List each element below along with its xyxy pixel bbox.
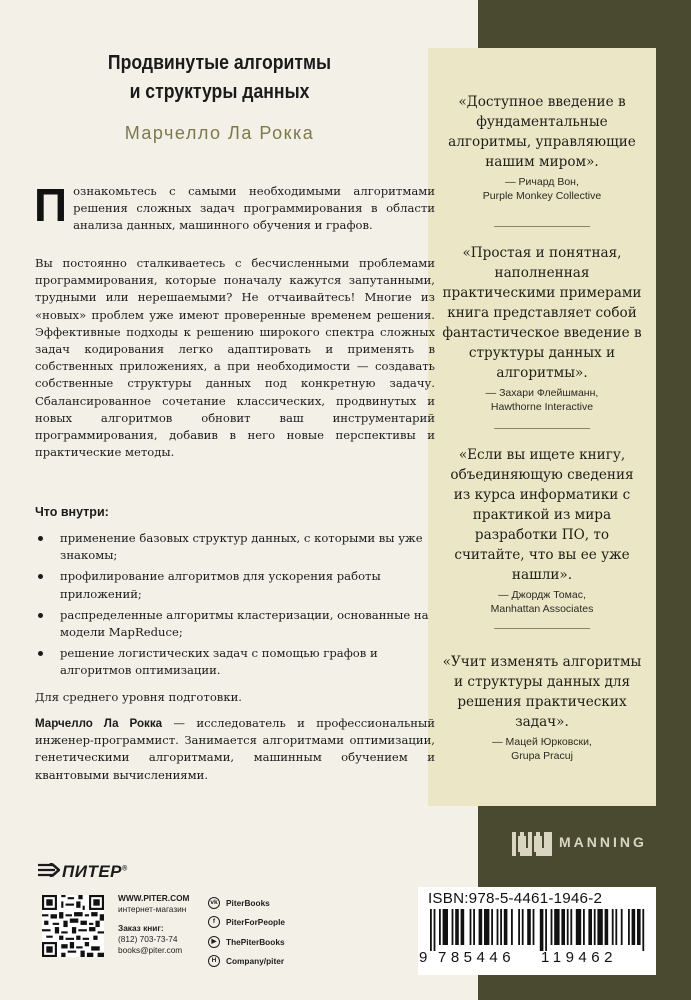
quote-author: — Мацей Юрковски, xyxy=(492,736,592,748)
barcode-bar xyxy=(554,909,559,945)
book-title xyxy=(50,48,390,106)
barcode-bar xyxy=(434,909,436,951)
bullet-icon xyxy=(38,536,43,541)
barcode-bar xyxy=(470,909,472,945)
barcode-bars xyxy=(430,909,646,951)
barcode-bar xyxy=(484,909,489,945)
h-icon: H xyxy=(208,955,220,967)
social-link[interactable] xyxy=(208,932,285,952)
author-bio-text: — исследователь и профессиональный инженер-программист. Занимается алгоритмами оптимизации, генетическими алгоритмами, машинным обучением и квантовыми вычислениями. xyxy=(35,716,435,782)
barcode-bar xyxy=(628,909,630,945)
quote-author: — Джордж Томас, xyxy=(498,589,586,601)
barcode-bar xyxy=(612,909,614,945)
quote-divider xyxy=(494,226,590,227)
social-link[interactable] xyxy=(208,952,285,972)
list-item-text: применение базовых структур данных, с которыми вы уже знакомы; xyxy=(60,531,423,563)
publisher-contacts xyxy=(118,893,189,956)
barcode-bar xyxy=(497,909,499,945)
vk-icon: vk xyxy=(208,897,220,909)
publisher-shop-label: интернет-магазин xyxy=(118,904,187,914)
social-link[interactable] xyxy=(208,893,285,913)
barcode-bar xyxy=(540,909,544,951)
skill-level: Для среднего уровня подготовки. xyxy=(35,690,242,704)
bullet-icon xyxy=(38,613,43,618)
quote-3 xyxy=(428,445,656,616)
list-item-text: распределенные алгоритмы кластеризации, основанные на модели MapReduce; xyxy=(60,607,429,640)
drop-cap: П xyxy=(34,179,68,231)
manning-logo xyxy=(512,828,647,856)
barcode-bar xyxy=(594,909,596,945)
barcode-bar xyxy=(522,909,524,945)
youtube-icon: ▶ xyxy=(208,936,220,948)
barcode-bar xyxy=(430,909,432,951)
piter-arrow-icon xyxy=(38,862,60,882)
social-label: ThePiterBooks xyxy=(226,936,285,947)
barcode-bar xyxy=(588,909,592,945)
quote-company: Grupa Pracuj xyxy=(511,750,573,762)
description-paragraph: Вы постоянно сталкиваетесь с бесчисленными проблемами программирования, которые поначалу кажутся запутанными, трудными или нерешаемыми? Не отчаивайтесь! Многие из «новых» проблем уже имеют проверенные временем решения. Эффективные подходы к решению широкого спектра сложных задач кодирования легко адаптировать и применять в собственных приложениях, а при необходимости — создавать собственные структуры данных под конкретную задачу. Сбалансированное сочетание классических, продвинутых и новых алгоритмов обновит ваш инструментарий программирования, добавив в него новые перспективы и практические методы. xyxy=(35,256,435,460)
author-name: Марчелло Ла Рокка xyxy=(124,123,315,143)
whats-inside-list xyxy=(35,530,435,684)
barcode-bar xyxy=(597,909,602,945)
isbn-barcode xyxy=(418,887,656,975)
barcode-bar xyxy=(632,909,636,945)
quote-text: «Если вы ищете книгу, объединяющую сведения из курса информатики с практикой из мира разработки ПО, то считайте, что вы ее уже нашли». xyxy=(450,447,634,583)
piter-logo: ПИТЕР® xyxy=(38,862,128,882)
barcode-bar xyxy=(511,909,513,945)
list-item-text: профилирование алгоритмов для ускорения работы приложений; xyxy=(60,569,381,601)
barcode-bar xyxy=(527,909,531,945)
list-item xyxy=(35,530,435,564)
isbn-number: ISBN:978-5-4461-1946-2 xyxy=(428,890,603,907)
publisher-email[interactable]: books@piter.com xyxy=(118,945,183,955)
manning-label: MANNING xyxy=(559,834,647,850)
social-links xyxy=(208,893,285,971)
barcode-digits-left: 785446 xyxy=(438,949,516,966)
barcode-bar xyxy=(455,909,459,945)
quote-company: Hawthorne Interactive xyxy=(490,401,594,413)
publisher-phone: (812) 703-73-74 xyxy=(118,934,178,944)
barcode-bar xyxy=(567,909,569,945)
barcode-bar xyxy=(637,909,641,945)
quote-text: «Доступное введение в фундаментальные алгоритмы, управляющие нашим миром». xyxy=(448,94,636,170)
barcode-bar xyxy=(583,909,585,945)
quotes-panel xyxy=(428,48,656,806)
quote-divider xyxy=(494,428,590,429)
barcode-bar xyxy=(439,909,441,945)
book-title-line1: Продвинутые алгоритмы xyxy=(107,51,332,74)
list-item xyxy=(35,607,435,641)
facebook-icon: f xyxy=(208,916,220,928)
quote-author: — Захари Флейшманн, xyxy=(485,387,599,399)
barcode-bar xyxy=(551,909,553,945)
barcode-bar xyxy=(615,909,617,945)
barcode-bar xyxy=(621,909,623,945)
piter-logo-text: ПИТЕР xyxy=(62,862,123,881)
barcode-bar xyxy=(473,909,475,945)
bullet-icon xyxy=(38,651,43,656)
list-item xyxy=(35,568,435,602)
barcode-bar xyxy=(452,909,454,945)
list-item-text: решение логистических задач с помощью графов и алгоритмов оптимизации. xyxy=(60,646,378,678)
social-label: Company/piter xyxy=(226,956,285,967)
social-link[interactable] xyxy=(208,913,285,933)
author-bio-name: Марчелло Ла Рокка xyxy=(35,717,163,730)
author-bio xyxy=(35,715,435,784)
quote-text: «Простая и понятная, наполненная практическими примерами книга представляет собой фантастическое введение в структуры данных и алгоритмы». xyxy=(442,245,642,381)
barcode-bar xyxy=(491,909,493,945)
quote-company: Purple Monkey Collective xyxy=(482,190,602,202)
social-label: PiterForPeople xyxy=(226,917,286,928)
barcode-bar xyxy=(576,909,581,945)
barcode-bar xyxy=(518,909,520,945)
order-label: Заказ книг: xyxy=(118,923,164,933)
barcode-bar xyxy=(605,909,609,945)
qr-code xyxy=(42,895,104,957)
whats-inside-heading: Что внутри: xyxy=(35,505,109,519)
barcode-bar xyxy=(461,909,465,945)
quote-author: — Ричард Вон, xyxy=(505,176,579,188)
quote-company: Manhattan Associates xyxy=(490,603,594,615)
book-title-line2: и структуры данных xyxy=(129,80,310,103)
barcode-bar xyxy=(561,909,565,945)
barcode-digits-right: 119462 xyxy=(541,949,617,966)
barcode-bar xyxy=(500,909,502,945)
quote-4 xyxy=(428,652,656,763)
barcode-bar xyxy=(504,909,508,945)
barcode-bar xyxy=(642,909,644,951)
quote-text: «Учит изменять алгоритмы и структуры данных для решения практических задач». xyxy=(442,654,642,730)
barcode-bar xyxy=(479,909,483,945)
barcode-bar xyxy=(443,909,448,945)
social-label: PiterBooks xyxy=(226,897,270,908)
bullet-icon xyxy=(38,574,43,579)
list-item xyxy=(35,645,435,679)
intro-paragraph xyxy=(34,179,435,235)
manning-mark-icon xyxy=(512,828,552,856)
barcode-bar xyxy=(570,909,572,945)
quote-1 xyxy=(428,92,656,203)
barcode-digit-first: 9 xyxy=(419,949,428,966)
intro-text: ознакомьтесь с самыми необходимыми алгоритмами решения сложных задач программирования в области анализа данных, машинного обучения и графов. xyxy=(73,184,435,233)
quote-divider xyxy=(494,628,590,629)
publisher-site[interactable]: WWW.PITER.COM xyxy=(118,893,190,903)
quote-2 xyxy=(428,243,656,414)
barcode-bar xyxy=(545,909,547,951)
barcode-bar xyxy=(533,909,535,945)
